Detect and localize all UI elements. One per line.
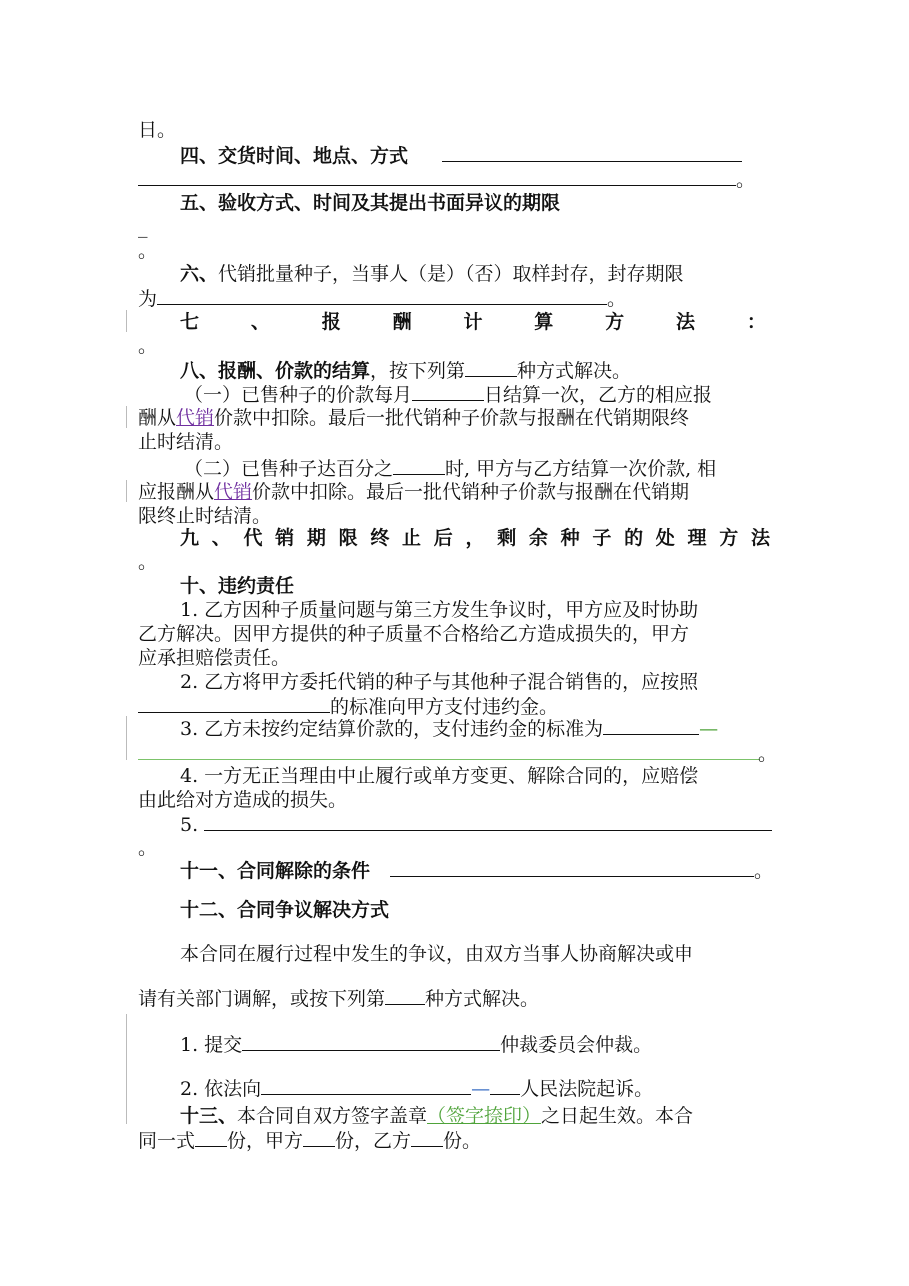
section-5-dash: _ (138, 216, 148, 238)
section-4-heading: 四、交货时间、地点、方式 (180, 143, 742, 168)
revision-bar (126, 716, 127, 760)
clause-10-3-end: 。 (758, 743, 778, 765)
revision-bar (126, 480, 127, 502)
clause-10-1: 1. 乙方因种子质量问题与第三方发生争议时，甲方应及时协助 (180, 599, 699, 621)
section-9-char: 余 (528, 527, 548, 549)
section-9-char: 理 (687, 527, 707, 549)
section-9-heading (180, 526, 770, 550)
section-9-char: 、 (211, 527, 231, 549)
clause-10-2-cont: 的标准向甲方支付违约金。 (138, 694, 558, 719)
section-8-option-1: （一）已售种子的价款每月 日结算一次，乙方的相应报 (184, 384, 713, 406)
section-8-option-1-end: 止时结清。 (138, 431, 234, 453)
section-5-heading: 五、验收方式、时间及其提出书面异议的期限 (180, 192, 561, 214)
section-9-char: 子 (592, 527, 612, 549)
section-9-char: 剩 (497, 527, 517, 549)
section-9-char: 代 (243, 527, 263, 549)
section-4-cont: 。 (138, 167, 755, 192)
clause-10-3: 3. 乙方未按约定结算价款的，支付违约金的标准为 — (180, 718, 719, 740)
dispute-paragraph: 本合同在履行过程中发生的争议，由双方当事人协商解决或申 (180, 943, 694, 965)
dispute-paragraph-cont: 请有关部门调解，或按下列第 种方式解决。 (138, 988, 540, 1010)
section-6: 六、代销批量种子，当事人（是）（否）取样封存，封存期限 (180, 263, 684, 285)
section-5-end: 。 (138, 240, 158, 262)
section-9-char: 九 (180, 527, 200, 549)
section-8-option-2: （二）已售种子达百分之 时, 甲方与乙方结算一次价款, 相 (184, 458, 717, 480)
section-8-option-2-cont: 应报酬从代销价款中扣除。最后一批代销种子价款与报酬在代销期 (138, 481, 690, 503)
section-9-char: 种 (560, 527, 580, 549)
section-7-char: ： (746, 311, 766, 333)
section-8-heading: 八、报酬、价款的结算，按下列第 种方式解决。 (180, 360, 632, 382)
section-9-char: 止 (402, 527, 422, 549)
section-9-char: ， (465, 527, 485, 549)
section-6-cont: 为 。 (138, 288, 627, 310)
section-11-heading: 十一、合同解除的条件 。 (180, 860, 774, 882)
section-7-char: 算 (534, 311, 554, 333)
clause-10-1-end: 应承担赔偿责任。 (138, 647, 291, 669)
clause-10-5: 5. (180, 812, 772, 837)
section-9-end: 。 (138, 551, 158, 573)
section-13-cont: 同一式 份，甲方 份，乙方 份。 (138, 1130, 482, 1152)
section-7-heading (180, 310, 766, 334)
section-7-char: 报 (321, 311, 341, 333)
section-8-option-1-cont: 酬从代销价款中扣除。最后一批代销种子价款与报酬在代销期限终 (138, 407, 690, 429)
revision-bar (126, 1014, 127, 1124)
section-9-char: 后 (433, 527, 453, 549)
section-9-char: 的 (624, 527, 644, 549)
section-9-char: 法 (750, 527, 770, 549)
section-8-option-2-end: 限终止时结清。 (138, 505, 272, 527)
consignment-link[interactable]: 代销 (214, 481, 253, 503)
revision-bar (126, 310, 127, 332)
section-12-heading: 十二、合同争议解决方式 (180, 899, 390, 921)
section-7-end: 。 (138, 335, 158, 357)
underline-rule (138, 759, 760, 760)
consignment-link[interactable]: 代销 (176, 407, 215, 429)
dispute-option-1: 1. 提交 仲裁委员会仲裁。 (180, 1034, 653, 1056)
section-10-heading: 十、违约责任 (180, 575, 295, 597)
section-7-char: 法 (676, 311, 696, 333)
clause-10-4-cont: 由此给对方造成的损失。 (138, 789, 348, 811)
line-day: 日。 (138, 119, 177, 141)
clause-10-4: 4. 一方无正当理由中止履行或单方变更、解除合同的，应赔偿 (180, 765, 699, 787)
section-7-char: 酬 (392, 311, 412, 333)
section-13: 十三、本合同自双方签字盖章（签字捺印）之日起生效。本合 (180, 1105, 694, 1127)
section-9-char: 方 (719, 527, 739, 549)
section-9-char: 销 (275, 527, 295, 549)
section-7-char: 七 (180, 311, 200, 333)
clause-10-2: 2. 乙方将甲方委托代销的种子与其他种子混合销售的，应按照 (180, 671, 699, 693)
section-7-char: 、 (250, 311, 270, 333)
section-9-char: 期 (306, 527, 326, 549)
clause-10-5-end: 。 (138, 837, 158, 859)
section-7-char: 计 (463, 311, 483, 333)
sign-link[interactable]: （签字捺印） (427, 1105, 542, 1127)
section-9-char: 终 (370, 527, 390, 549)
revision-bar (126, 406, 127, 428)
section-9-char: 处 (655, 527, 675, 549)
clause-10-1-cont: 乙方解决。因甲方提供的种子质量不合格给乙方造成损失的，甲方 (138, 623, 690, 645)
section-7-char: 方 (605, 311, 625, 333)
section-9-char: 限 (338, 527, 358, 549)
dispute-option-2: 2. 依法向 — 人民法院起诉。 (180, 1078, 654, 1100)
